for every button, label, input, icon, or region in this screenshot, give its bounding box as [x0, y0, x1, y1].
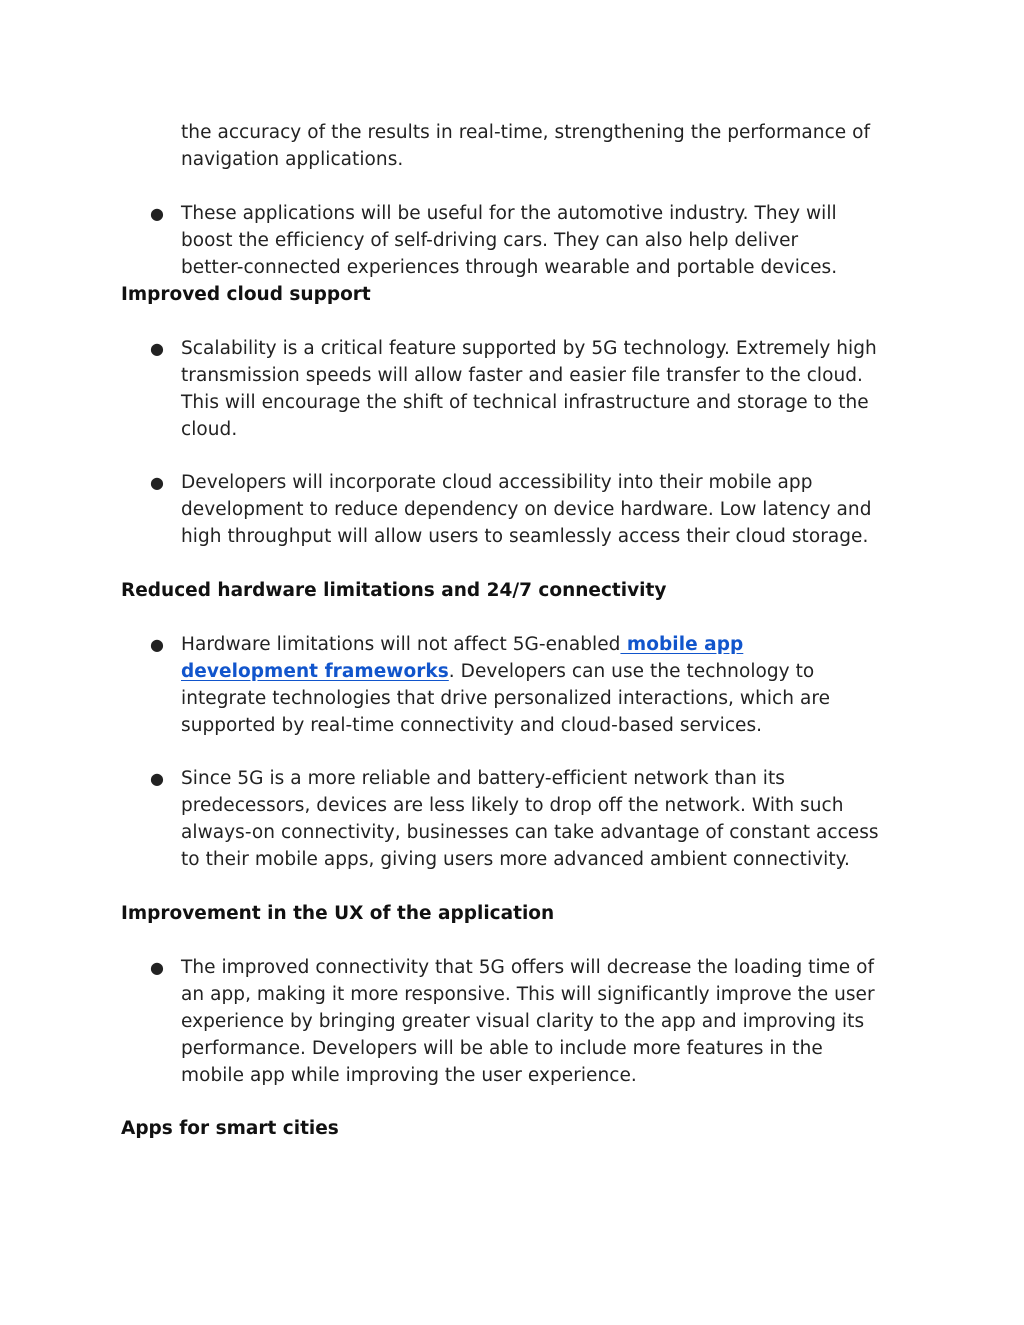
paragraph-line: These applications will be useful for the automotive industry. They will	[181, 203, 837, 224]
paragraph-line: transmission speeds will allow faster and easier file transfer to the cloud.	[181, 365, 863, 386]
section-heading: Apps for smart cities	[121, 1118, 339, 1139]
section-heading: Reduced hardware limitations and 24/7 connectivity	[121, 580, 667, 601]
paragraph-line	[181, 631, 743, 658]
paragraph-line: integrate technologies that drive personalized interactions, which are	[181, 688, 831, 709]
paragraph-line: an app, making it more responsive. This will significantly improve the user	[181, 984, 875, 1005]
paragraph-line: high throughput will allow users to seamlessly access their cloud storage.	[181, 526, 869, 547]
paragraph-line: The improved connectivity that 5G offers will decrease the loading time of	[181, 957, 875, 978]
paragraph-line: Developers will incorporate cloud accessibility into their mobile app	[181, 472, 813, 493]
section-heading: Improved cloud support	[121, 284, 371, 305]
paragraph-line: performance. Developers will be able to include more features in the	[181, 1038, 823, 1059]
paragraph-line: better-connected experiences through wearable and portable devices.	[181, 257, 838, 278]
paragraph-line: supported by real-time connectivity and cloud-based services.	[181, 715, 763, 736]
bullet-icon: ●	[150, 958, 164, 977]
paragraph-line: development to reduce dependency on device hardware. Low latency and	[181, 499, 872, 520]
paragraph-text: Hardware limitations will not affect 5G-enabled	[181, 634, 621, 655]
paragraph-line: Scalability is a critical feature supported by 5G technology. Extremely high	[181, 338, 877, 359]
bullet-icon: ●	[150, 635, 164, 654]
paragraph-line: boost the efficiency of self-driving cars. They can also help deliver	[181, 230, 799, 251]
paragraph-line: predecessors, devices are less likely to drop off the network. With such	[181, 795, 844, 816]
bullet-icon: ●	[150, 769, 164, 788]
paragraph-line: navigation applications.	[181, 149, 404, 170]
bullet-icon: ●	[150, 473, 164, 492]
paragraph-line: always-on connectivity, businesses can take advantage of constant access	[181, 822, 879, 843]
paragraph-line: cloud.	[181, 419, 238, 440]
paragraph-line: to their mobile apps, giving users more advanced ambient connectivity.	[181, 849, 850, 870]
paragraph-line: the accuracy of the results in real-time, strengthening the performance of	[181, 122, 871, 143]
section-heading: Improvement in the UX of the application	[121, 903, 555, 924]
bullet-icon: ●	[150, 339, 164, 358]
mobile-app-frameworks-link[interactable]: development frameworks	[181, 661, 449, 682]
mobile-app-frameworks-link[interactable]: mobile app	[620, 634, 744, 655]
paragraph-line: experience by bringing greater visual clarity to the app and improving its	[181, 1011, 865, 1032]
paragraph-text: . Developers can use the technology to	[448, 661, 815, 682]
bullet-icon: ●	[150, 204, 164, 223]
paragraph-line: Since 5G is a more reliable and battery-efficient network than its	[181, 768, 785, 789]
paragraph-line: mobile app while improving the user experience.	[181, 1065, 637, 1086]
paragraph-line: This will encourage the shift of technical infrastructure and storage to the	[181, 392, 869, 413]
paragraph-line	[181, 658, 814, 685]
